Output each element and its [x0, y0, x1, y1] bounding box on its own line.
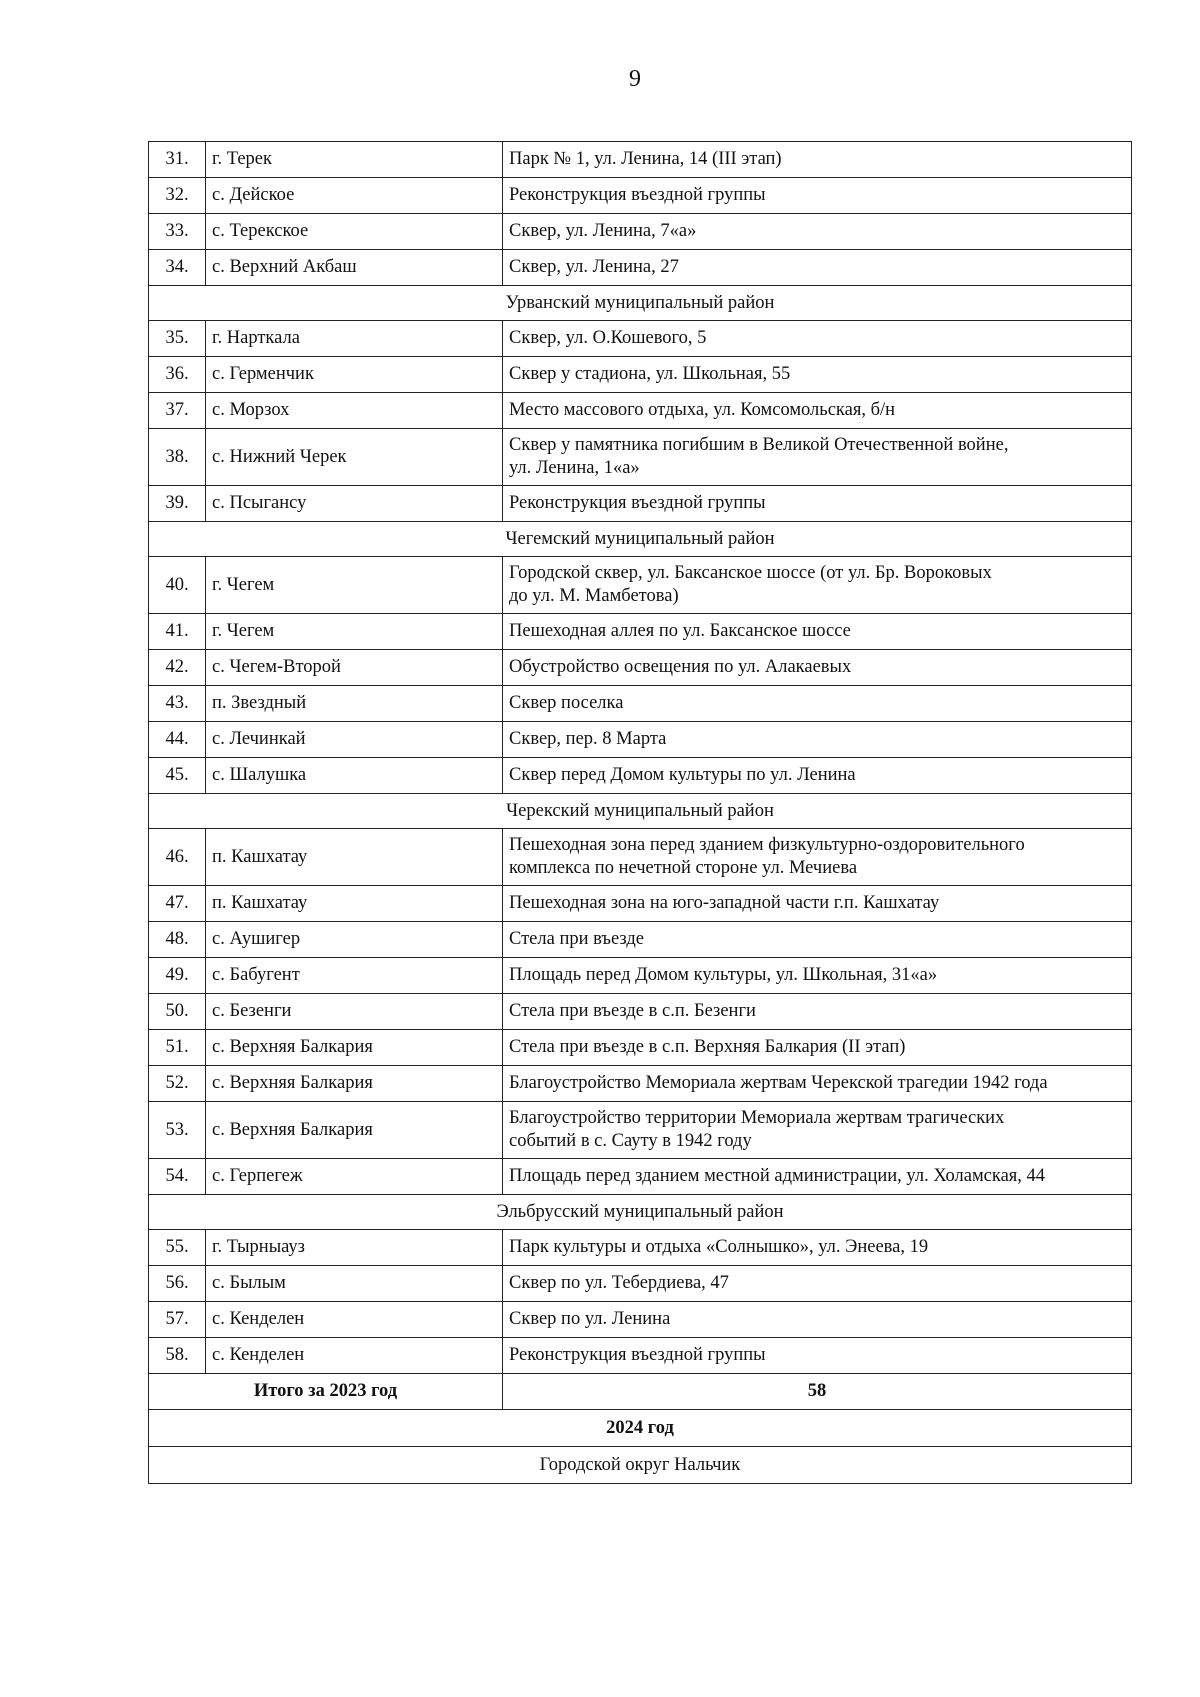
settlement-name: с. Безенги: [206, 994, 503, 1030]
table-row: [149, 614, 1132, 650]
row-number: 54.: [149, 1159, 206, 1195]
row-number: 40.: [149, 557, 206, 614]
row-number: 50.: [149, 994, 206, 1030]
object-description: Пешеходная зона на юго-западной части г.п. Кашхатау: [503, 886, 1132, 922]
page-number: 9: [629, 66, 641, 92]
object-description: Благоустройство Мемориала жертвам Черекской трагедии 1942 года: [503, 1066, 1132, 1102]
table-row: [149, 994, 1132, 1030]
settlement-name: г. Чегем: [206, 557, 503, 614]
total-row: [149, 1374, 1132, 1410]
object-description: Сквер у стадиона, ул. Школьная, 55: [503, 357, 1132, 393]
settlement-name: с. Шалушка: [206, 758, 503, 794]
object-description: Сквер поселка: [503, 686, 1132, 722]
row-number: 34.: [149, 250, 206, 286]
table-row: [149, 886, 1132, 922]
objects-table: [148, 141, 1132, 1484]
settlement-name: с. Верхняя Балкария: [206, 1066, 503, 1102]
settlement-name: с. Терекское: [206, 214, 503, 250]
row-number: 49.: [149, 958, 206, 994]
table-row: [149, 1230, 1132, 1266]
row-number: 45.: [149, 758, 206, 794]
section-heading-row: [149, 794, 1132, 829]
table-row: [149, 1102, 1132, 1159]
row-number: 58.: [149, 1338, 206, 1374]
row-number: 37.: [149, 393, 206, 429]
settlement-name: п. Звездный: [206, 686, 503, 722]
section-heading: Черекский муниципальный район: [149, 794, 1132, 829]
table-row: [149, 250, 1132, 286]
table-row: [149, 214, 1132, 250]
row-number: 35.: [149, 321, 206, 357]
object-description: Место массового отдыха, ул. Комсомольская, б/н: [503, 393, 1132, 429]
table-row: [149, 1159, 1132, 1195]
row-number: 41.: [149, 614, 206, 650]
row-number: 32.: [149, 178, 206, 214]
section-heading: Городской округ Нальчик: [149, 1447, 1132, 1484]
table-row: [149, 686, 1132, 722]
settlement-name: п. Кашхатау: [206, 829, 503, 886]
table-row: [149, 1338, 1132, 1374]
object-description: Сквер, ул. Ленина, 27: [503, 250, 1132, 286]
row-number: 36.: [149, 357, 206, 393]
table-row: [149, 1302, 1132, 1338]
settlement-name: г. Тырныауз: [206, 1230, 503, 1266]
row-number: 56.: [149, 1266, 206, 1302]
object-description: Сквер, ул. Ленина, 7«а»: [503, 214, 1132, 250]
object-description: [503, 1102, 1132, 1159]
year-heading: 2024 год: [149, 1410, 1132, 1447]
total-value: 58: [503, 1374, 1132, 1410]
object-description-line: Сквер у памятника погибшим в Великой Отечественной войне,: [509, 435, 1009, 455]
object-description: Пешеходная аллея по ул. Баксанское шоссе: [503, 614, 1132, 650]
object-description: Стела при въезде: [503, 922, 1132, 958]
row-number: 33.: [149, 214, 206, 250]
table-row: [149, 758, 1132, 794]
settlement-name: с. Верхняя Балкария: [206, 1030, 503, 1066]
table-row: [149, 321, 1132, 357]
settlement-name: с. Верхняя Балкария: [206, 1102, 503, 1159]
object-description: Парк культуры и отдыха «Солнышко», ул. Энеева, 19: [503, 1230, 1132, 1266]
object-description-line: ул. Ленина, 1«а»: [509, 458, 640, 478]
row-number: 48.: [149, 922, 206, 958]
table-row: [149, 357, 1132, 393]
row-number: 42.: [149, 650, 206, 686]
row-number: 52.: [149, 1066, 206, 1102]
object-description: [503, 829, 1132, 886]
objects-table-body: [149, 142, 1132, 1374]
total-label: Итого за 2023 год: [149, 1374, 503, 1410]
section-heading: Урванский муниципальный район: [149, 286, 1132, 321]
object-description-line: Пешеходная зона перед зданием физкультурно-оздоровительного: [509, 835, 1025, 855]
section-heading-row: [149, 522, 1132, 557]
table-row: [149, 1266, 1132, 1302]
row-number: 57.: [149, 1302, 206, 1338]
row-number: 38.: [149, 429, 206, 486]
row-number: 55.: [149, 1230, 206, 1266]
settlement-name: с. Нижний Черек: [206, 429, 503, 486]
settlement-name: с. Псыгансу: [206, 486, 503, 522]
settlement-name: с. Бабугент: [206, 958, 503, 994]
table-row: [149, 557, 1132, 614]
settlement-name: п. Кашхатау: [206, 886, 503, 922]
row-number: 39.: [149, 486, 206, 522]
object-description: Площадь перед зданием местной администрации, ул. Холамская, 44: [503, 1159, 1132, 1195]
section-heading-row: [149, 1447, 1132, 1484]
object-description: Реконструкция въездной группы: [503, 486, 1132, 522]
settlement-name: с. Аушигер: [206, 922, 503, 958]
object-description-line: до ул. М. Мамбетова): [509, 586, 679, 606]
object-description: Сквер перед Домом культуры по ул. Ленина: [503, 758, 1132, 794]
object-description: [503, 429, 1132, 486]
table-row: [149, 142, 1132, 178]
settlement-name: с. Морзох: [206, 393, 503, 429]
object-description-line: событий в с. Сауту в 1942 году: [509, 1131, 752, 1151]
row-number: 43.: [149, 686, 206, 722]
table-row: [149, 486, 1132, 522]
object-description: Реконструкция въездной группы: [503, 178, 1132, 214]
object-description: [503, 557, 1132, 614]
object-description-line: Городской сквер, ул. Баксанское шоссе (от ул. Бр. Вороковых: [509, 563, 992, 583]
table-row: [149, 429, 1132, 486]
row-number: 47.: [149, 886, 206, 922]
object-description-line: комплекса по нечетной стороне ул. Мечиева: [509, 858, 858, 878]
row-number: 31.: [149, 142, 206, 178]
settlement-name: с. Былым: [206, 1266, 503, 1302]
settlement-name: с. Герпегеж: [206, 1159, 503, 1195]
table-row: [149, 1066, 1132, 1102]
table-row: [149, 178, 1132, 214]
section-heading: Эльбрусский муниципальный район: [149, 1195, 1132, 1230]
settlement-name: с. Дейское: [206, 178, 503, 214]
settlement-name: г. Терек: [206, 142, 503, 178]
year-heading-row: [149, 1410, 1132, 1447]
table-row: [149, 922, 1132, 958]
object-description: Обустройство освещения по ул. Алакаевых: [503, 650, 1132, 686]
object-description: Стела при въезде в с.п. Безенги: [503, 994, 1132, 1030]
settlement-name: г. Чегем: [206, 614, 503, 650]
row-number: 51.: [149, 1030, 206, 1066]
row-number: 44.: [149, 722, 206, 758]
object-description: Сквер, ул. О.Кошевого, 5: [503, 321, 1132, 357]
settlement-name: г. Нарткала: [206, 321, 503, 357]
settlement-name: с. Лечинкай: [206, 722, 503, 758]
object-description: Сквер по ул. Тебердиева, 47: [503, 1266, 1132, 1302]
object-description: Площадь перед Домом культуры, ул. Школьная, 31«а»: [503, 958, 1132, 994]
table-row: [149, 829, 1132, 886]
section-heading-row: [149, 286, 1132, 321]
section-heading: Чегемский муниципальный район: [149, 522, 1132, 557]
settlement-name: с. Кенделен: [206, 1302, 503, 1338]
table-row: [149, 393, 1132, 429]
settlement-name: с. Кенделен: [206, 1338, 503, 1374]
object-description: Сквер по ул. Ленина: [503, 1302, 1132, 1338]
settlement-name: с. Чегем-Второй: [206, 650, 503, 686]
object-description: Реконструкция въездной группы: [503, 1338, 1132, 1374]
table-row: [149, 1030, 1132, 1066]
row-number: 53.: [149, 1102, 206, 1159]
object-description: Стела при въезде в с.п. Верхняя Балкария (II этап): [503, 1030, 1132, 1066]
object-description: Сквер, пер. 8 Марта: [503, 722, 1132, 758]
row-number: 46.: [149, 829, 206, 886]
table-row: [149, 722, 1132, 758]
section-heading-row: [149, 1195, 1132, 1230]
settlement-name: с. Герменчик: [206, 357, 503, 393]
object-description: Парк № 1, ул. Ленина, 14 (III этап): [503, 142, 1132, 178]
table-row: [149, 650, 1132, 686]
table-row: [149, 958, 1132, 994]
settlement-name: с. Верхний Акбаш: [206, 250, 503, 286]
object-description-line: Благоустройство территории Мемориала жертвам трагических: [509, 1108, 1005, 1128]
